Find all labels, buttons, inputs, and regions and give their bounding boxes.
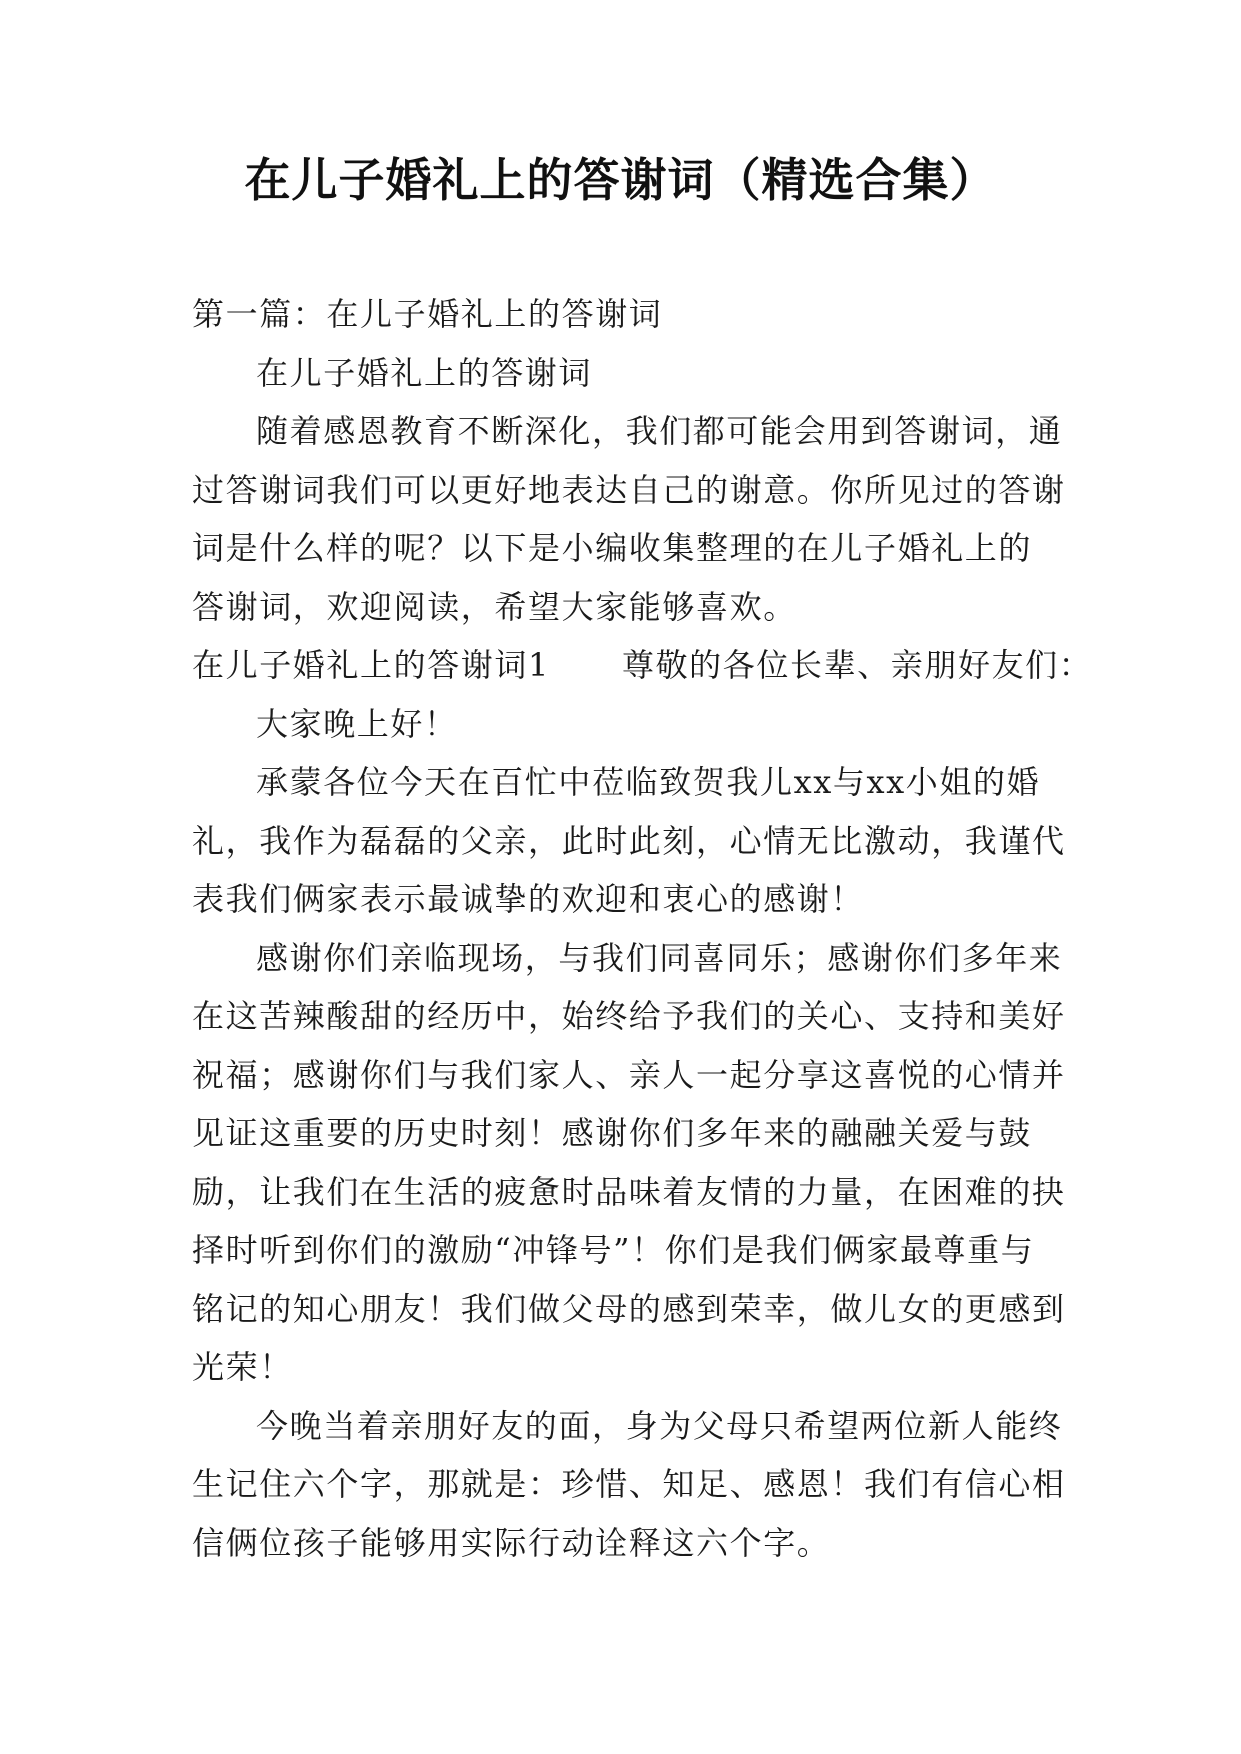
greeting: 大家晚上好！	[256, 704, 458, 743]
speech-heading-line	[192, 636, 1093, 695]
paragraph-line: 礼，我作为磊磊的父亲，此时此刻，心情无比激动，我谨代	[192, 821, 1066, 860]
intro-line: 答谢词，欢迎阅读，希望大家能够喜欢。	[192, 587, 797, 626]
paragraph-line: 今晚当着亲朋好友的面，身为父母只希望两位新人能终	[256, 1406, 1063, 1445]
paragraph-line: 励，让我们在生活的疲惫时品味着友情的力量，在困难的抉	[192, 1172, 1066, 1211]
section-heading: 第一篇：在儿子婚礼上的答谢词	[192, 295, 663, 333]
document-body	[192, 285, 1093, 1572]
paragraph-line: 见证这重要的历史时刻！感谢你们多年来的融融关爱与鼓	[192, 1114, 1033, 1152]
subheading: 在儿子婚礼上的答谢词	[256, 353, 593, 392]
intro-line: 随着感恩教育不断深化，我们都可能会用到答谢词，通	[256, 412, 1063, 450]
paragraph-line: 承蒙各位今天在百忙中莅临致贺我儿xx与xx小姐的婚	[256, 763, 1041, 801]
speech-title: 在儿子婚礼上的答谢词1	[192, 646, 550, 684]
paragraph-line: 信俩位孩子能够用实际行动诠释这六个字。	[192, 1523, 831, 1562]
paragraph-line: 在这苦辣酸甜的经历中，始终给予我们的关心、支持和美好	[192, 997, 1066, 1035]
paragraph-line: 感谢你们亲临现场，与我们同喜同乐；感谢你们多年来	[256, 938, 1063, 977]
document-title: 在儿子婚礼上的答谢词（精选合集）	[244, 153, 997, 207]
paragraph-line: 表我们俩家表示最诚挚的欢迎和衷心的感谢！	[192, 880, 865, 918]
intro-line: 过答谢词我们可以更好地表达自己的谢意。你所见过的答谢	[192, 470, 1066, 509]
paragraph-line: 祝福；感谢你们与我们家人、亲人一起分享这喜悦的心情并	[192, 1055, 1066, 1094]
paragraph-line: 光荣！	[192, 1348, 293, 1386]
paragraph-line: 铭记的知心朋友！我们做父母的感到荣幸，做儿女的更感到	[192, 1289, 1066, 1328]
paragraph-line: 择时听到你们的激励“冲锋号”！你们是我们俩家最尊重与	[192, 1231, 1035, 1269]
intro-line: 词是什么样的呢？以下是小编收集整理的在儿子婚礼上的	[192, 529, 1033, 567]
paragraph-line: 生记住六个字，那就是：珍惜、知足、感恩！我们有信心相	[192, 1465, 1066, 1503]
salutation: 尊敬的各位长辈、亲朋好友们：	[621, 646, 1093, 684]
